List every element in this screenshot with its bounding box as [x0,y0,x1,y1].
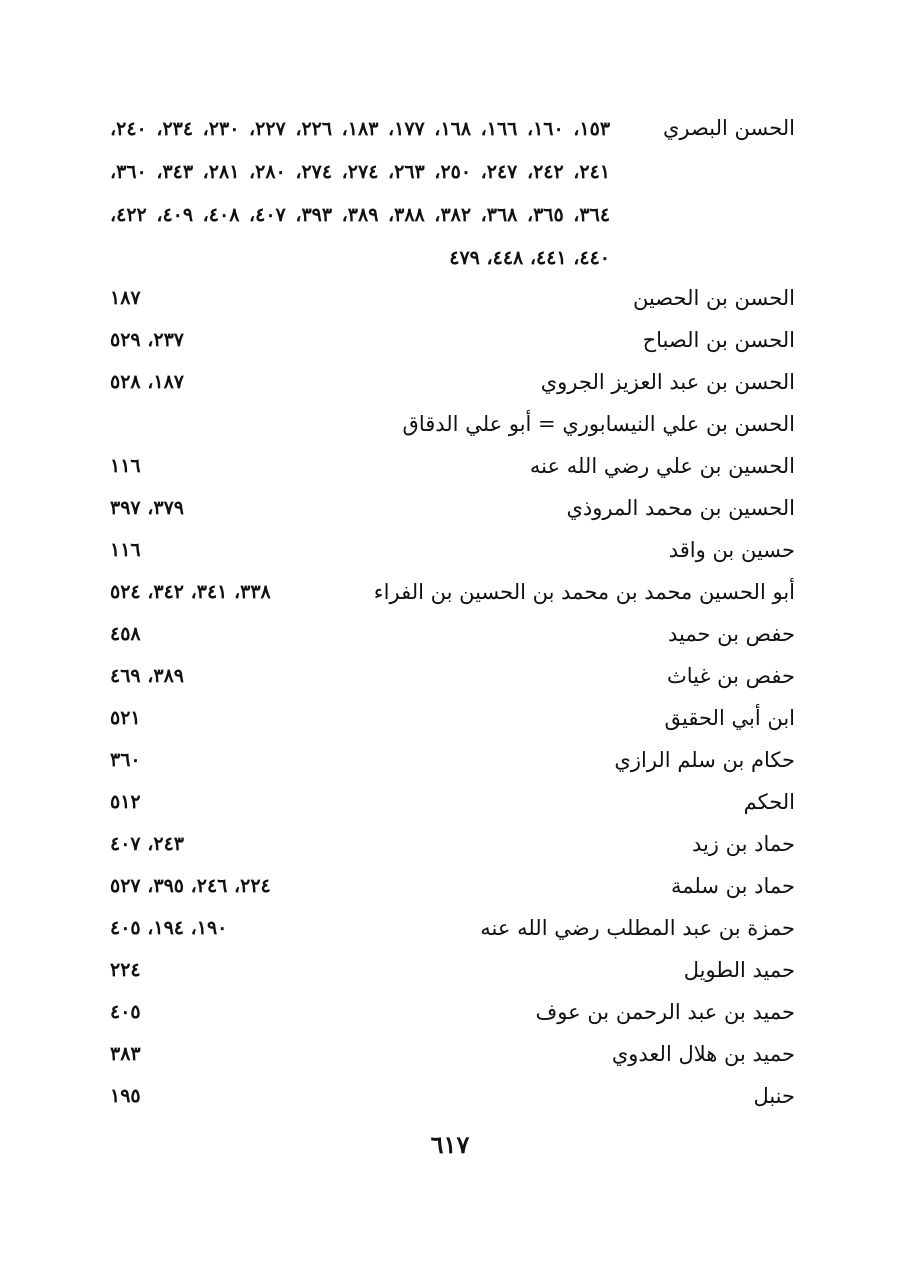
entry-pages: ١١٦ [110,455,141,477]
index-entry [110,404,795,444]
page-number: ٦١٧ [430,1130,470,1159]
entry-pages: ٤٠٥ [110,1001,141,1023]
entry-pages: ١٥٣، ١٦٠، ١٦٦، ١٦٨، ١٧٧، ١٨٣، ٢٢٦، ٢٢٧، ٢٣٠، ٢٣٤، ٢٤٠، ٢٤١، ٢٤٢، ٢٤٧، ٢٥٠، ٢٦٣، ٢٧٤، ٢٧٤، ٢٨٠، ٢٨١، ٣٤٣، ٣٦٠، ٣٦٤، ٣٦٥، ٣٦٨، ٣٨٢، ٣٨٨، ٣٨٩، ٣٩٣، ٤٠٧، ٤٠٨، ٤٠٩، ٤٢٢، ٤٤٠، ٤٤١، ٤٤٨، ٤٧٩ [110,118,611,269]
entry-name: حكام بن سلم الرازي [614,748,795,772]
entry-pages: ٣٣٨، ٣٤١، ٣٤٢، ٥٢٤ [110,581,271,603]
index-entry [110,1076,795,1116]
entry-name: حنبل [753,1084,795,1108]
index-entry [110,488,795,528]
entry-name: حميد بن هلال العدوي [611,1042,795,1066]
index-entry [110,656,795,696]
index-entry [110,572,795,612]
entry-name: الحسين بن علي رضي الله عنه [529,454,795,478]
index-entry [110,108,795,278]
entry-name: الحسن بن علي النيسابوري = أبو علي الدقاق [402,412,795,436]
entry-name: الحكم [743,790,795,814]
entry-name: حسين بن واقد [668,538,795,562]
entry-name: حمزة بن عبد المطلب رضي الله عنه [480,916,795,940]
entry-name: الحسن بن الصباح [642,328,795,352]
index-entry [110,614,795,654]
index-entry [110,320,795,360]
entry-pages: ٢٢٤، ٢٤٦، ٣٩٥، ٥٢٧ [110,875,271,897]
entry-pages: ١٨٧، ٥٢٨ [110,371,184,393]
entry-name: حفص بن حميد [668,622,795,646]
entry-name: حميد بن عبد الرحمن بن عوف [535,1000,795,1024]
entry-pages: ١٩٠، ١٩٤، ٤٠٥ [110,917,228,939]
index-entry [110,992,795,1032]
entry-pages: ١٩٥ [110,1085,141,1107]
index-entry [110,740,795,780]
entry-name: حميد الطويل [683,958,795,982]
entry-pages: ٣٨٣ [110,1043,141,1065]
entry-pages: ٥٢١ [110,707,141,729]
entry-pages: ١١٦ [110,539,141,561]
entry-pages: ٥١٢ [110,791,141,813]
index-entry [110,278,795,318]
entry-pages: ٣٧٩، ٣٩٧ [110,497,184,519]
index-entry [110,446,795,486]
entry-pages: ٤٥٨ [110,623,141,645]
entry-pages: ٣٨٩، ٤٦٩ [110,665,184,687]
entry-pages: ٢٣٧، ٥٢٩ [110,329,184,351]
index-entry [110,530,795,570]
entry-name: الحسن بن عبد العزيز الجروي [540,370,795,394]
index-entry [110,362,795,402]
index-entry [110,782,795,822]
index-entry [110,908,795,948]
index-entry [110,950,795,990]
entry-pages: ٣٦٠ [110,749,141,771]
entry-pages: ٢٢٤ [110,959,141,981]
entry-name: حماد بن سلمة [670,874,795,898]
entry-name: ابن أبي الحقيق [664,706,795,730]
index-entry [110,866,795,906]
entry-name: حفص بن غياث [667,664,795,688]
entry-name: الحسن البصري [663,116,795,140]
entry-name: أبو الحسين محمد بن محمد بن الحسين بن الفراء [373,580,795,604]
entry-name: الحسن بن الحصين [632,286,795,310]
entry-pages: ١٨٧ [110,287,141,309]
entry-name: حماد بن زيد [691,832,795,856]
index-entry [110,1034,795,1074]
index-entry [110,698,795,738]
index-entry [110,824,795,864]
entry-name: الحسين بن محمد المروذي [566,496,795,520]
entry-pages: ٢٤٣، ٤٠٧ [110,833,184,855]
